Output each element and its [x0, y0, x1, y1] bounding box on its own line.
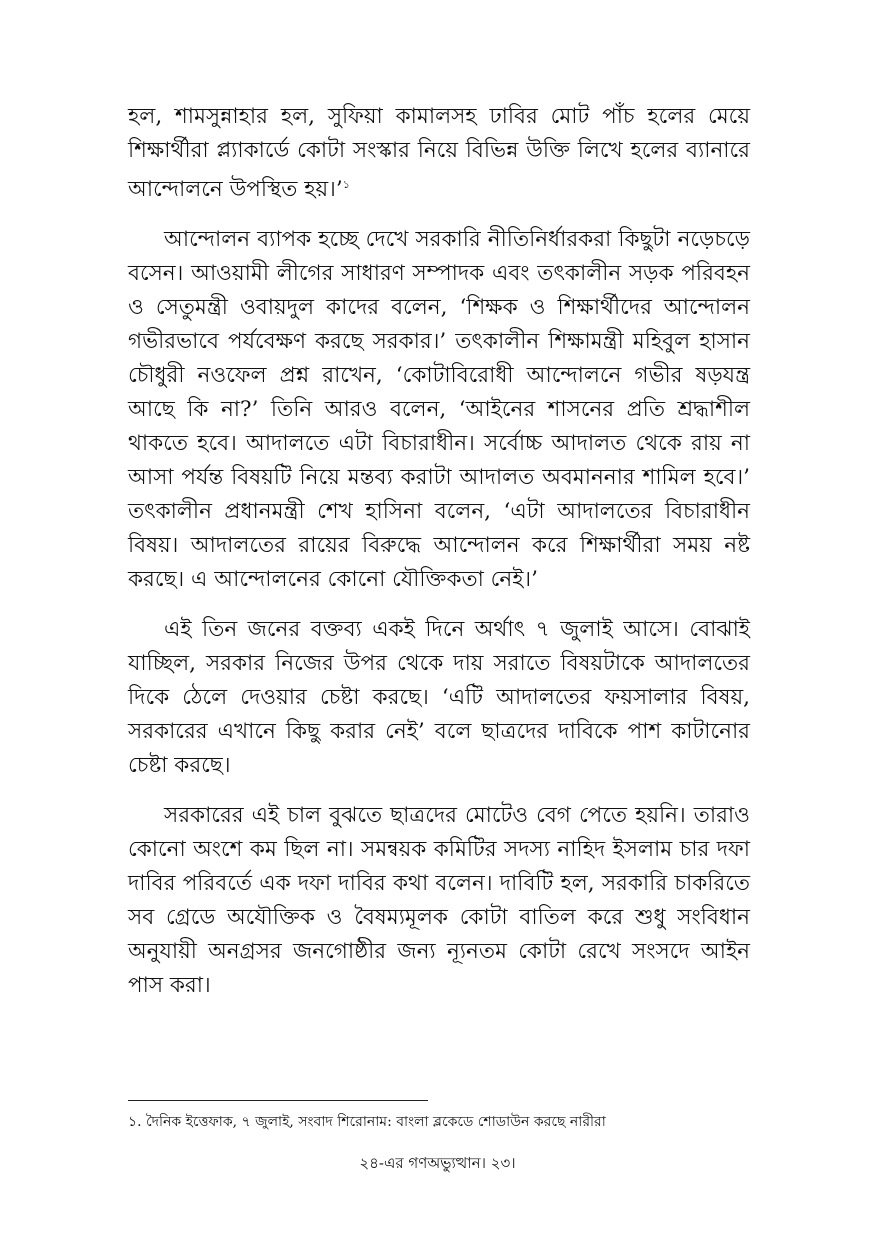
body-text	[128, 100, 750, 1019]
paragraph-2: আন্দোলন ব্যাপক হচ্ছে দেখে সরকারি নীতিনির্ধারকরা কিছুটা নড়েচড়ে বসেন। আওয়ামী লীগের সাধারণ সম্পাদক এবং তৎকালীন সড়ক পরিবহন ও সেতুমন্ত্রী ওবায়দুল কাদের বলেন, ‘শিক্ষক ও শিক্ষার্থীদের আন্দোলন গভীরভাবে পর্যবেক্ষণ করছে সরকার।’ তৎকালীন শিক্ষামন্ত্রী মহিবুল হাসান চৌধুরী নওফেল প্রশ্ন রাখেন, ‘কোটাবিরোধী আন্দোলনে গভীর ষড়যন্ত্র আছে কি না?’ তিনি আরও বলেন, ‘আইনের শাসনের প্রতি শ্রদ্ধাশীল থাকতে হবে। আদালতে এটা বিচারাধীন। সর্বোচ্চ আদালত থেকে রায় না আসা পর্যন্ত বিষয়টি নিয়ে মন্তব্য করাটা আদালত অবমাননার শামিল হবে।’ তৎকালীন প্রধানমন্ত্রী শেখ হাসিনা বলেন, ‘এটা আদালতের বিচারাধীন বিষয়। আদালতের রায়ের বিরুদ্ধে আন্দোলন করে শিক্ষার্থীরা সময় নষ্ট করছে। এ আন্দোলনের কোনো যৌক্তিকতা নেই।’	[128, 227, 750, 593]
footnote-marker: ১	[342, 178, 350, 191]
paragraph-3: এই তিন জনের বক্তব্য একই দিনে অর্থাৎ ৭ জুলাই আসে। বোঝাই যাচ্ছিল, সরকার নিজের উপর থেকে দায় সরাতে বিষয়টাকে আদালতের দিকে ঠেলে দেওয়ার চেষ্টা করছে। ‘এটি আদালতের ফয়সালার বিষয়, সরকারের এখানে কিছু করার নেই’ বলে ছাত্রদের দাবিকে পাশ কাটানোর চেষ্টা করছে।	[128, 617, 750, 779]
page-footer: ২৪-এর গণঅভ্যুত্থান। ২৩।	[359, 1154, 516, 1172]
paragraph-4: সরকারের এই চাল বুঝতে ছাত্রদের মোটেও বেগ পেতে হয়নি। তারাও কোনো অংশে কম ছিল না। সমন্বয়ক কমিটির সদস্য নাহিদ ইসলাম চার দফা দাবির পরিবর্তে এক দফা দাবির কথা বলেন। দাবিটি হল, সরকারি চাকরিতে সব গ্রেডে অযৌক্তিক ও বৈষম্যমূলক কোটা বাতিল করে শুধু সংবিধান অনুযায়ী অনগ্রসর জনগোষ্ঠীর জন্য ন্যূনতম কোটা রেখে সংসদে আইন পাস করা।	[128, 803, 750, 999]
footnote-divider	[128, 1100, 428, 1101]
paragraph-1: হল, শামসুন্নাহার হল, সুফিয়া কামালসহ ঢাবির মোট পাঁচ হলের মেয়ে শিক্ষার্থীরা প্ল্যাকার্ডে কোটা সংস্কার নিয়ে বিভিন্ন উক্তি লিখে হলের ব্যানারে আন্দোলনে উপস্থিত হয়।’$^১$	[128, 104, 750, 203]
footnote: ১. দৈনিক ইত্তেফাক, ৭ জুলাই, সংবাদ শিরোনাম: বাংলা ব্লকেডে শোডাউন করছে নারীরা	[128, 1114, 606, 1130]
